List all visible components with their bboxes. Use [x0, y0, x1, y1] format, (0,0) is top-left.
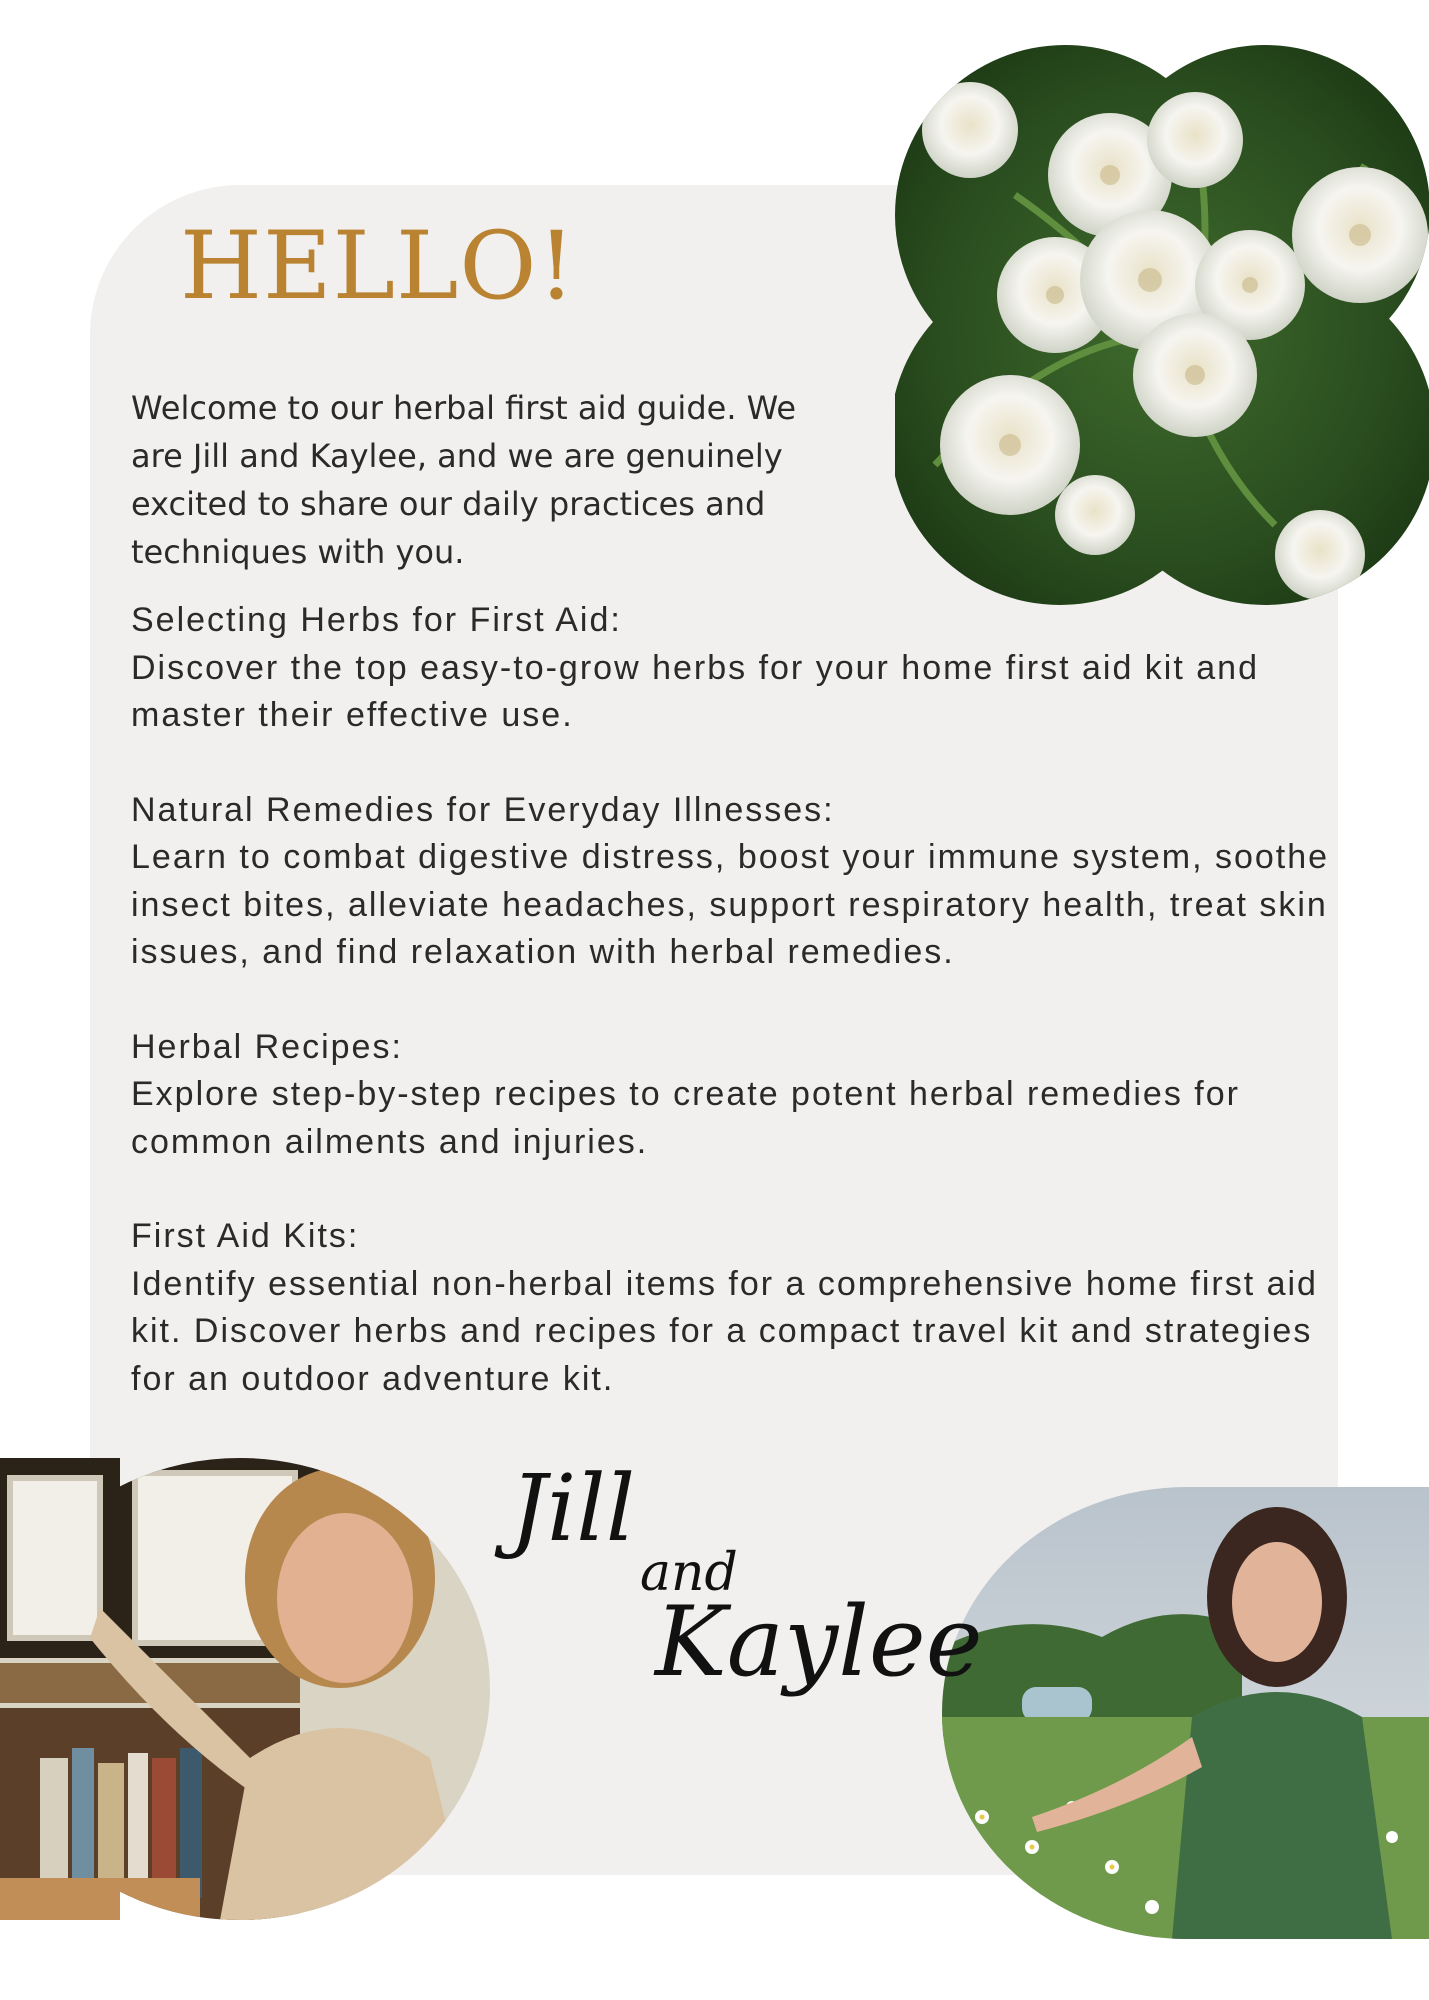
kaylee-photo	[942, 1487, 1429, 1939]
topic-heading: Selecting Herbs for First Aid:	[131, 601, 622, 639]
topic-body: Learn to combat digestive distress, boost your immune system, soothe insect bites, alleviate headaches, support respiratory health, treat skin issues, and find relaxation with herbal remedies.	[131, 838, 1330, 971]
signature	[505, 1450, 983, 1720]
topics-list	[131, 597, 1331, 1450]
topic-herbal-recipes	[131, 1024, 1331, 1167]
topic-body: Discover the top easy-to-grow herbs for your home first aid kit and master their effective use.	[131, 648, 1259, 734]
page-title: HELLO!	[180, 212, 577, 321]
topic-heading: Herbal Recipes:	[131, 1027, 403, 1066]
signature-joiner: and	[640, 1543, 738, 1603]
signature-second-name: Kaylee	[655, 1586, 983, 1698]
topic-natural-remedies	[131, 787, 1331, 977]
topic-heading: Natural Remedies for Everyday Illnesses:	[131, 790, 835, 829]
signature-first-name: Jill	[510, 1455, 636, 1562]
topic-first-aid-kits	[131, 1213, 1331, 1403]
yarrow-flower-photo	[895, 45, 1429, 605]
topic-body: Explore step-by-step recipes to create potent herbal remedies for common ailments and injuries.	[131, 1075, 1240, 1161]
jill-photo	[0, 1458, 495, 1920]
topic-selecting-herbs	[131, 597, 1331, 740]
welcome-paragraph: Welcome to our herbal first aid guide. We are Jill and Kaylee, and we are genuinely excited to share our daily practices and techniques with you.	[131, 389, 797, 571]
topic-body: Identify essential non-herbal items for a comprehensive home first aid kit. Discover herbs and recipes for a compact travel kit and strategies for an outdoor adventure kit.	[131, 1264, 1318, 1398]
topic-heading: First Aid Kits:	[131, 1217, 360, 1255]
